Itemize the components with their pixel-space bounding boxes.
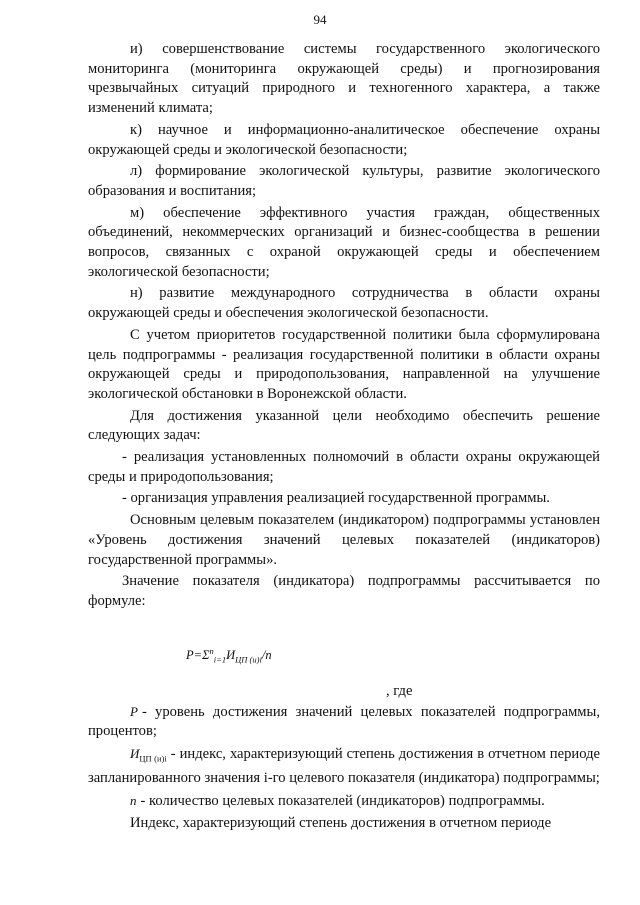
list-item-k: к) научное и информационно-аналитическое обеспечение охраны окружающей среды и экологической безопасности; [88, 121, 600, 158]
indicator-paragraph: Основным целевым показателем (индикатором) подпрограммы установлен «Уровень достижения значений целевых показателей (индикаторов) государственной программы». [88, 512, 600, 568]
definition-p: P - уровень достижения значений целевых показателей подпрограммы, процентов; [88, 703, 600, 740]
last-paragraph: Индекс, характеризующий степень достижения в отчетном периоде [130, 814, 552, 831]
list-item-l: л) формирование экологической культуры, развитие экологического образования и воспитания; [88, 163, 600, 199]
definition-index: $И_{ЦП (и)i}$ - индекс, характеризующий степень достижения в отчетном периоде запланированного значения i-го целевого показателя (индикатора) подпрограммы; [88, 746, 600, 787]
body-text [88, 40, 600, 836]
tasks-intro: Для достижения указанной цели необходимо обеспечить решение следующих задач: [88, 407, 600, 444]
formula: $P=\Sigma^n_{i=1}И_{ЦП (и)i}/n$ , где [186, 642, 272, 670]
formula-where: , где [386, 682, 413, 699]
list-item-n: н) развитие международного сотрудничества в области охраны окружающей среды и обеспечения экологической безопасности. [88, 285, 600, 322]
formula-intro: Значение показателя (индикатора) подпрограммы рассчитывается по формуле: [88, 573, 600, 609]
task-item: - реализация установленных полномочий в области охраны окружающей среды и природопользования; [88, 449, 600, 485]
formula-block [88, 614, 600, 702]
list-item-m: м) обеспечение эффективного участия граждан, общественных объединений, некоммерческих организаций и бизнес-сообщества в решении вопросов, связанных с охраной окружающей среды и обеспечением экологической безопасности; [88, 204, 600, 280]
goal-paragraph: С учетом приоритетов государственной политики была сформулирована цель подпрограммы - реализация государственной политики в области охраны окружающей среды и природопользования, направленной на улучшение экологической обстановки в Воронежской области. [88, 326, 600, 402]
task-item: - организация управления реализацией государственной программы. [122, 490, 550, 507]
list-item-i: и) совершенствование системы государственного экологического мониторинга (мониторинга окружающей среды) и прогнозирования чрезвычайных ситуаций природного и техногенного характера, а также изменений климата; [88, 41, 600, 117]
page-number: 94 [313, 12, 327, 27]
definition-n: n - количество целевых показателей (индикаторов) подпрограммы. [130, 793, 545, 810]
